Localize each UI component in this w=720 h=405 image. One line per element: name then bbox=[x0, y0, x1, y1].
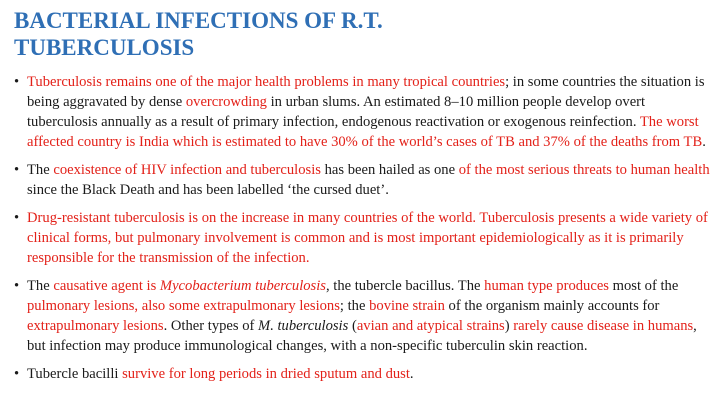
body-text: in urban slums. An estimated 8–10 million people develop overt tuberculosis annually as a result of primary infection, endogenous reactivation or exogenous reinfection. bbox=[27, 94, 646, 130]
body-text: Tubercle bacilli bbox=[27, 366, 123, 382]
highlighted-text: rarely cause disease in humans bbox=[513, 318, 694, 334]
highlighted-text: pulmonary lesions, also some extrapulmonary lesions bbox=[27, 298, 340, 314]
bullet-marker: • bbox=[14, 74, 20, 90]
body-text: since the Black Death and has been labelled ‘the cursed duet’. bbox=[27, 182, 389, 198]
body-text: has been hailed as one bbox=[320, 162, 459, 178]
highlighted-text: survive for long periods in dried sputum and dust bbox=[122, 366, 410, 382]
highlighted-text: Drug-resistant tuberculosis is on the increase in many countries of the world. Tuberculosis presents a wide variety of clinical forms, but pulmonary involvement is common and is most important epidemiologically as it is primarily responsible for the transmission of the infection. bbox=[27, 210, 708, 266]
highlighted-text: human type produces bbox=[484, 278, 609, 294]
body-text: ; in some countries the situation is being aggravated by dense bbox=[27, 74, 705, 110]
body-text: , but infection may produce immunological changes, with a non-specific tuberculin skin reaction. bbox=[27, 318, 697, 354]
bullet-item bbox=[14, 276, 714, 356]
bullet-item bbox=[14, 208, 714, 268]
body-text: The bbox=[27, 278, 54, 294]
body-text: ( bbox=[348, 318, 357, 334]
highlighted-text: bovine strain bbox=[369, 298, 445, 314]
body-text: . bbox=[702, 134, 706, 150]
body-text: ) bbox=[504, 318, 514, 334]
bullet-marker: • bbox=[14, 162, 20, 178]
bullet-item bbox=[14, 364, 714, 384]
highlighted-text: Tuberculosis remains one of the major health problems in many tropical countries bbox=[27, 74, 506, 90]
bullet-marker: • bbox=[14, 278, 20, 294]
bullet-item bbox=[14, 160, 714, 200]
body-text: most of the bbox=[608, 278, 679, 294]
highlighted-text: The worst affected country is India which is estimated to have 30% of the world’s cases of TB and 37% of the deaths from TB bbox=[27, 114, 703, 150]
bullet-list bbox=[14, 72, 714, 392]
highlighted-text: coexistence of HIV infection and tuberculosis bbox=[53, 162, 321, 178]
highlighted-text: avian and atypical strains bbox=[356, 318, 505, 334]
body-text: of the organism mainly accounts for bbox=[444, 298, 660, 314]
body-text: The bbox=[27, 162, 54, 178]
highlighted-text: causative agent is bbox=[53, 278, 160, 294]
highlighted-text: Mycobacterium tuberculosis bbox=[159, 278, 326, 294]
title-line-2: TUBERCULOSIS bbox=[14, 35, 195, 60]
highlighted-text: overcrowding bbox=[185, 94, 267, 110]
highlighted-text: extrapulmonary lesions bbox=[27, 318, 164, 334]
bullet-marker: • bbox=[14, 366, 20, 382]
bullet-item bbox=[14, 72, 714, 152]
body-text: , the tubercle bacillus. The bbox=[325, 278, 485, 294]
slide-title bbox=[14, 7, 704, 61]
body-text: ; the bbox=[339, 298, 370, 314]
bullet-marker: • bbox=[14, 210, 20, 226]
title-line-1: BACTERIAL INFECTIONS OF R.T. bbox=[14, 8, 383, 33]
body-text: . bbox=[409, 366, 414, 382]
highlighted-text: of the most serious threats to human health bbox=[458, 162, 710, 178]
body-text: M. tuberculosis bbox=[258, 318, 349, 334]
body-text: . Other types of bbox=[163, 318, 259, 334]
